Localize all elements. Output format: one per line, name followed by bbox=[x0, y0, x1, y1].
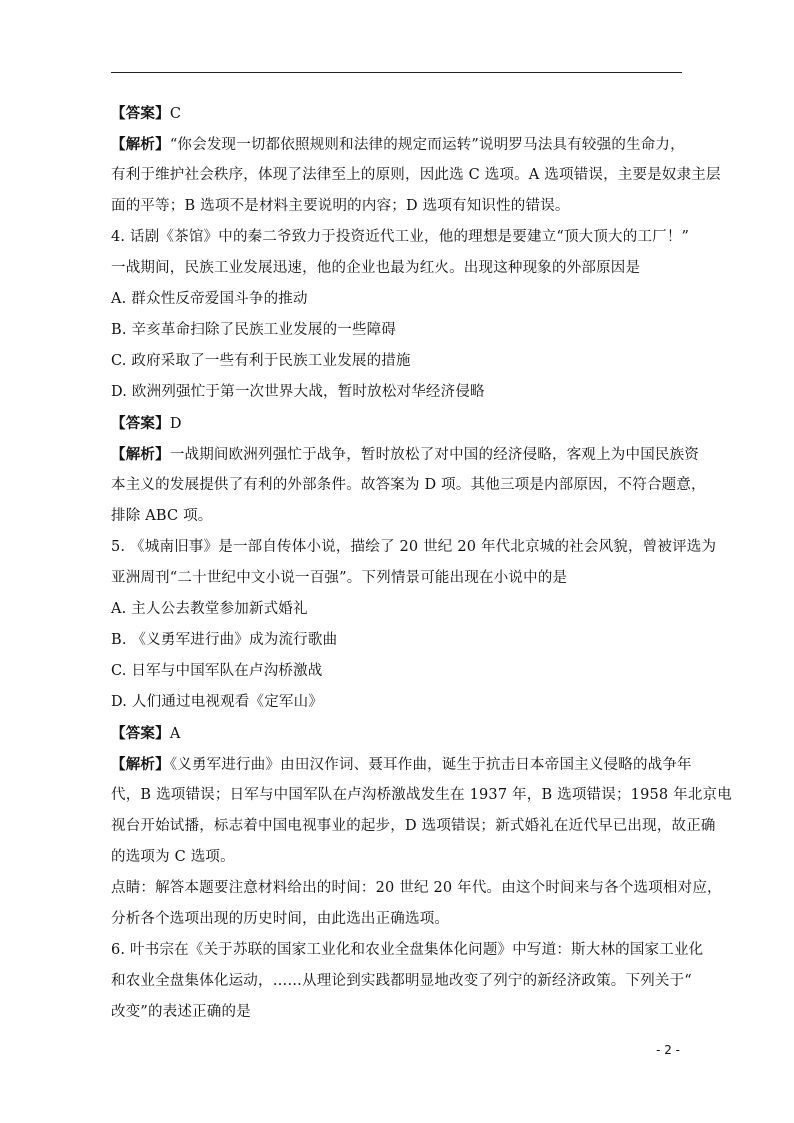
section-label: 【答案】 bbox=[111, 725, 170, 742]
line-text: C. 政府采取了一些有利于民族工业发展的措施 bbox=[111, 353, 411, 369]
text-line bbox=[111, 98, 691, 129]
text-line bbox=[111, 594, 691, 625]
line-text: B. 《义勇军进行曲》成为流行歌曲 bbox=[111, 632, 338, 648]
text-line bbox=[111, 904, 691, 935]
text-line bbox=[111, 222, 691, 253]
line-text: A. 群众性反帝爱国斗争的推动 bbox=[111, 291, 308, 307]
text-line bbox=[111, 346, 691, 377]
section-label: 【解析】 bbox=[111, 446, 170, 463]
text-line bbox=[111, 718, 691, 749]
text-line bbox=[111, 470, 706, 501]
line-text: 本主义的发展提供了有利的外部条件。故答案为 D 项。其他三项是内部原因，不符合题意， bbox=[111, 477, 706, 493]
line-text: B. 辛亥革命扫除了民族工业发展的一些障碍 bbox=[111, 322, 397, 338]
line-text: A bbox=[169, 726, 181, 742]
text-line bbox=[111, 873, 722, 904]
line-text: 的选项为 C 选项。 bbox=[111, 849, 235, 865]
text-line bbox=[111, 160, 721, 191]
line-text: D. 欧洲列强忙于第一次世界大战，暂时放松对华经济侵略 bbox=[111, 384, 485, 400]
line-text: 排除 ABC 项。 bbox=[111, 508, 213, 524]
line-text: 分析各个选项出现的历史时间，由此选出正确选项。 bbox=[111, 911, 450, 927]
text-line bbox=[111, 377, 691, 408]
line-text: 点睛：解答本题要注意材料给出的时间：20 世纪 20 年代。由这个时间来与各个选项相对应， bbox=[111, 880, 722, 896]
line-text: D. 人们通过电视观看《定军山》 bbox=[111, 694, 324, 710]
section-label: 【解析】 bbox=[111, 756, 170, 773]
page-body bbox=[111, 98, 732, 1028]
line-text: 视台开始试播，标志着中国电视事业的起步，D 选项错误；新式婚礼在近代早已出现，故正确 bbox=[111, 818, 716, 834]
text-line bbox=[111, 408, 691, 439]
line-text: 一战期间，民族工业发展迅速，他的企业也最为红火。出现这种现象的外部原因是 bbox=[111, 260, 641, 276]
text-line bbox=[111, 780, 732, 811]
header-rule bbox=[111, 72, 682, 73]
line-text: 和农业全盘集体化运动，……从理论到实践都明显地改变了列宁的新经济政策。下列关于“ bbox=[111, 973, 692, 989]
line-text: 一战期间欧洲列强忙于战争，暂时放松了对中国的经济侵略，客观上为中国民族资 bbox=[169, 447, 700, 463]
text-line bbox=[111, 129, 691, 160]
text-line bbox=[111, 532, 717, 563]
line-text: 代，B 选项错误；日军与中国军队在卢沟桥激战发生在 1937 年，B 选项错误；1958 年北京电 bbox=[111, 787, 732, 803]
line-text: 《义勇军进行曲》由田汉作词、聂耳作曲，诞生于抗击日本帝国主义侵略的战争年 bbox=[169, 757, 692, 773]
section-label: 【解析】 bbox=[111, 136, 170, 153]
text-line bbox=[111, 563, 691, 594]
text-line bbox=[111, 966, 691, 997]
text-line bbox=[111, 439, 700, 470]
text-line bbox=[111, 997, 691, 1028]
line-text: 有利于维护社会秩序，体现了法律至上的原则，因此选 C 选项。A 选项错误，主要是奴隶主层 bbox=[111, 167, 721, 183]
text-line bbox=[111, 749, 691, 780]
text-line bbox=[111, 687, 691, 718]
text-line bbox=[111, 191, 691, 222]
line-text: A. 主人公去教堂参加新式婚礼 bbox=[111, 601, 308, 617]
line-text: 亚洲周刊“二十世纪中文小说一百强”。下列情景可能出现在小说中的是 bbox=[111, 570, 568, 586]
line-text: 6. 叶书宗在《关于苏联的国家工业化和农业全盘集体化问题》中写道：斯大林的国家工业化 bbox=[111, 942, 704, 958]
line-text: 改变”的表述正确的是 bbox=[111, 1004, 251, 1020]
text-line bbox=[111, 811, 716, 842]
text-line bbox=[111, 501, 691, 532]
line-text: 面的平等；B 选项不是材料主要说明的内容；D 选项有知识性的错误。 bbox=[111, 198, 570, 214]
line-text: “你会发现一切都依照规则和法律的规定而运转”说明罗马法具有较强的生命力， bbox=[169, 137, 685, 153]
page-number: - 2 - bbox=[656, 1043, 680, 1057]
section-label: 【答案】 bbox=[111, 415, 170, 432]
line-text: 5. 《城南旧事》是一部自传体小说，描绘了 20 世纪 20 年代北京城的社会风貌，曾被评选为 bbox=[111, 539, 717, 555]
section-label: 【答案】 bbox=[111, 105, 170, 122]
line-text: C. 日军与中国军队在卢沟桥激战 bbox=[111, 663, 323, 679]
text-line bbox=[111, 253, 691, 284]
text-line bbox=[111, 315, 691, 346]
text-line bbox=[111, 842, 691, 873]
line-text: 4. 话剧《茶馆》中的秦二爷致力于投资近代工业，他的理想是要建立“顶大顶大的工厂！” bbox=[111, 229, 690, 245]
text-line bbox=[111, 935, 704, 966]
text-line bbox=[111, 625, 691, 656]
line-text: D bbox=[169, 416, 182, 432]
text-line bbox=[111, 284, 691, 315]
text-line bbox=[111, 656, 691, 687]
line-text: C bbox=[169, 106, 182, 122]
